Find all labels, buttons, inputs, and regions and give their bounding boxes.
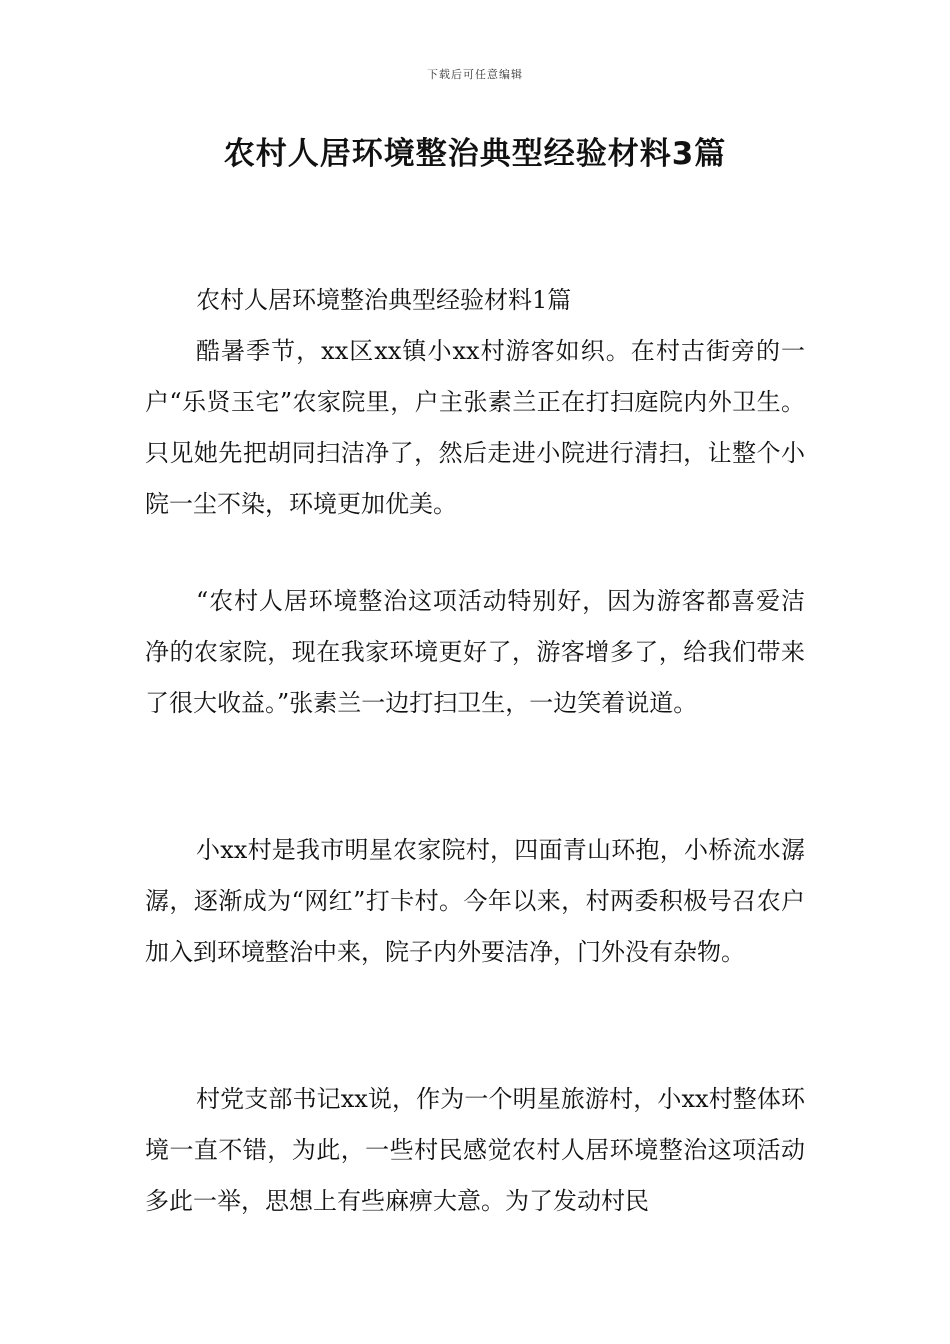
paragraph: 小xx村是我市明星农家院村，四面青山环抱，小桥流水潺潺，逐渐成为“网红”打卡村。今年以来，村两委积极号召农户加入到环境整治中来，院子内外要洁净，门外没有杂物。 xyxy=(145,836,805,966)
paragraph: “农村人居环境整治这项活动特别好，因为游客都喜爱洁净的农家院，现在我家环境更好了，游客增多了，给我们带来了很大收益。”张素兰一边打扫卫生，一边笑着说道。 xyxy=(145,587,805,717)
section-subheading: 农村人居环境整治典型经验材料1篇 xyxy=(196,286,572,314)
document-title: 农村人居环境整治典型经验材料3篇 xyxy=(223,136,727,172)
paragraph: 酷暑季节，xx区xx镇小xx村游客如织。在村古街旁的一户“乐贤玉宅”农家院里，户主张素兰正在打扫庭院内外卫生。只见她先把胡同扫洁净了，然后走进小院进行清扫，让整个小院一尘不染，环境更加优美。 xyxy=(145,337,805,518)
header-note: 下载后可任意编辑 xyxy=(427,68,523,81)
paragraph: 村党支部书记xx说，作为一个明星旅游村，小xx村整体环境一直不错，为此，一些村民感觉农村人居环境整治这项活动多此一举，思想上有些麻痹大意。为了发动村民 xyxy=(145,1085,805,1215)
